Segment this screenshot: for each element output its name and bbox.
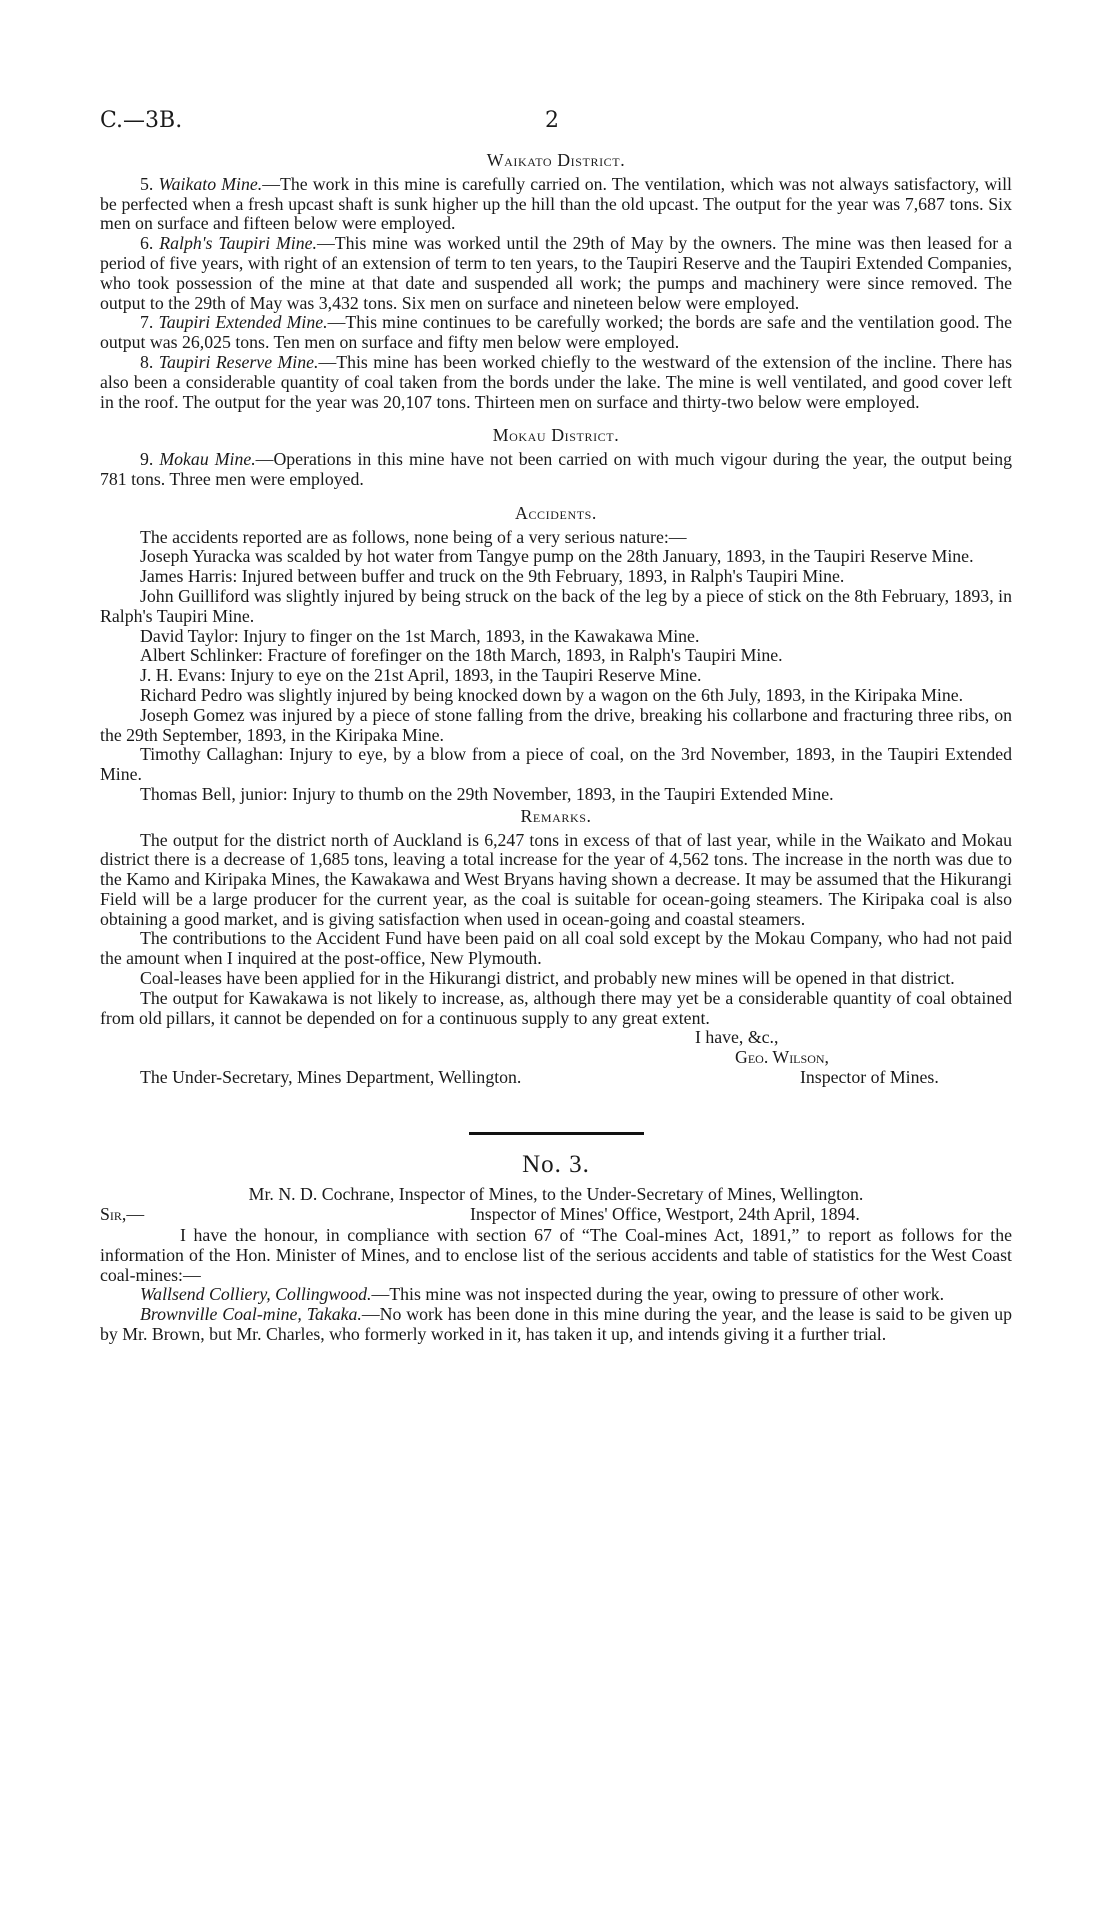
remarks-paragraph: The contributions to the Accident Fund have been paid on all coal sold except by the Mokau Company, who had not paid the amount when I inquired at the post-office, New Plymouth. — [100, 928, 1012, 969]
section-divider — [469, 1132, 644, 1135]
paragraph-text: —This mine continues to be carefully worked; the bords are safe and the ventilation good. The output was 26,025 tons. Ten men on surface and fifty men below were employed. — [100, 312, 1013, 353]
paragraph-taupiri-extended-mine — [100, 313, 1012, 353]
accident-item: Thomas Bell, junior: Injury to thumb on the 29th November, 1893, in the Taupiri Extended Mine. — [140, 783, 834, 804]
addressee: The Under-Secretary, Mines Department, Wellington. — [140, 1067, 522, 1088]
document-body — [100, 151, 1012, 1345]
accident-item: Joseph Yuracka was scalded by hot water from Tangye pump on the 28th January, 1893, in the Taupiri Reserve Mine. — [140, 546, 974, 567]
letter-intro: I have the honour, in compliance with section 67 of “The Coal-mines Act, 1891,” to report as follows for the information of the Hon. Minister of Mines, and to enclose list of the serious accidents and table of statistics for the West Coast coal-mines:— — [100, 1225, 1012, 1285]
section-heading-remarks: Remarks. — [520, 805, 592, 826]
paragraph-brownville-coal-mine — [100, 1305, 1012, 1345]
remarks-paragraph: The output for Kawakawa is not likely to increase, as, although there may yet be a considerable quantity of coal obtained from old pillars, it cannot be depended on for a continuous supply to any great extent. — [100, 987, 1012, 1028]
paragraph-taupiri-reserve-mine — [100, 353, 1012, 412]
paragraph-number: 9. — [140, 449, 160, 470]
paragraph-wallsend-colliery — [100, 1285, 1012, 1305]
paragraph-waikato-mine — [100, 175, 1012, 234]
accident-item: Richard Pedro was slightly injured by being knocked down by a wagon on the 6th July, 1893, in the Kiripaka Mine. — [140, 684, 964, 705]
document-reference: C.—3B. — [100, 108, 183, 133]
accident-item: Timothy Callaghan: Injury to eye, by a blow from a piece of coal, on the 3rd November, 1893, in the Taupiri Extended Mine. — [100, 744, 1012, 785]
accident-item: J. H. Evans: Injury to eye on the 21st April, 1893, in the Taupiri Reserve Mine. — [140, 665, 702, 686]
paragraph-number: 8. — [140, 351, 159, 372]
salutation-line — [100, 1205, 1012, 1226]
paragraph-mokau-mine — [100, 450, 1012, 490]
mine-name: Waikato Mine. — [158, 173, 263, 194]
accident-item: Joseph Gomez was injured by a piece of stone falling from the drive, breaking his collarbone and fracturing three ribs, on the 29th September, 1893, in the Kiripaka Mine. — [100, 704, 1012, 745]
mine-name: Mokau Mine. — [159, 449, 256, 470]
letter-number-heading: No. 3. — [522, 1151, 590, 1179]
accident-item: John Guilliford was slightly injured by being struck on the back of the leg by a piece of stick on the 8th February, 1893, in Ralph's Taupiri Mine. — [100, 585, 1012, 626]
signatory-name: Geo. Wilson, — [735, 1047, 829, 1068]
accident-item: David Taylor: Injury to finger on the 1st March, 1893, in the Kawakawa Mine. — [140, 625, 700, 646]
section-heading-waikato: Waikato District. — [486, 150, 626, 170]
mine-name: Wallsend Colliery, Collingwood. — [140, 1284, 372, 1305]
salutation: Sir,— — [100, 1204, 145, 1225]
remarks-paragraph: Coal-leases have been applied for in the Hikurangi district, and probably new mines will be opened in that district. — [140, 968, 955, 989]
paragraph-text: —The work in this mine is carefully carried on. The ventilation, which was not always satisfactory, will be perfected when a fresh upcast shaft is sunk higher up the hill than the old upcast. The output for the year was 7,687 tons. Six men on surface and fifteen below were employed. — [100, 173, 1012, 234]
paragraph-text: —This mine was worked until the 29th of May by the owners. The mine was then leased for a period of five years, with right of an extension of term to ten years, to the Taupiri Reserve and the Taupiri Extended Companies, who took possession of the mine at that date and suspended all work; the pumps and machinery were since removed. The output to the 29th of May was 3,432 tons. Six men on surface and nineteen below were employed. — [100, 233, 1013, 313]
signature-block — [100, 1028, 1012, 1092]
paragraph-text: —No work has been done in this mine during the year, and the lease is said to be given up by Mr. Brown, but Mr. Charles, who formerly worked in it, has taken it up, and intends giving it a further trial. — [100, 1304, 1012, 1345]
section-heading-accidents: Accidents. — [515, 502, 597, 523]
paragraph-number: 7. — [140, 312, 159, 333]
section-heading-mokau: Mokau District. — [492, 425, 620, 446]
paragraph-ralphs-taupiri-mine — [100, 234, 1012, 313]
mine-name: Taupiri Extended Mine. — [158, 312, 328, 333]
accident-intro: The accidents reported are as follows, none being of a very serious nature:— — [140, 526, 687, 547]
mine-name: Taupiri Reserve Mine. — [158, 351, 319, 372]
paragraph-number: 6. — [140, 233, 160, 254]
paragraph-text: —Operations in this mine have not been carried on with much vigour during the year, the output being 781 tons. Three men were employed. — [100, 449, 1012, 489]
page-number: 2 — [545, 108, 559, 133]
letter-from-line: Mr. N. D. Cochrane, Inspector of Mines, to the Under-Secretary of Mines, Wellington. — [248, 1184, 864, 1205]
remarks-paragraph: The output for the district north of Auckland is 6,247 tons in excess of that of last year, while in the Waikato and Mokau district there is a decrease of 1,685 tons, leaving a total increase for the year of 4,562 tons. The increase in the north was due to the Kamo and Kiripaka Mines, the Kawakawa and West Bryans having shown a decrease. It may be assumed that the Hikurangi Field will be a large producer for the current year, as the coal is suitable for ocean-going steamers. The Kiripaka coal is also obtaining a good market, and is giving satisfaction when used in ocean-going and coastal steamers. — [100, 829, 1012, 929]
office-dateline: Inspector of Mines' Office, Westport, 24th April, 1894. — [470, 1204, 860, 1225]
paragraph-text: —This mine has been worked chiefly to the westward of the extension of the incline. There has also been a considerable quantity of coal taken from the bords under the lake. The mine is well ventilated, and good cover left in the roof. The output for the year was 20,107 tons. Thirteen men on surface and thirty-two below were employed. — [100, 351, 1012, 412]
mine-name: Ralph's Taupiri Mine. — [159, 233, 317, 254]
document-page — [100, 0, 1012, 1911]
paragraph-number: 5. — [140, 173, 159, 194]
page-header — [100, 108, 1012, 138]
closing-phrase: I have, &c., — [695, 1027, 779, 1048]
accident-item: Albert Schlinker: Fracture of forefinger on the 18th March, 1893, in Ralph's Taupiri Mine. — [140, 645, 783, 666]
mine-name: Brownville Coal-mine, Takaka. — [140, 1304, 362, 1325]
paragraph-text: —This mine was not inspected during the year, owing to pressure of other work. — [371, 1284, 945, 1305]
signatory-title: Inspector of Mines. — [800, 1067, 939, 1088]
accident-item: James Harris: Injured between buffer and truck on the 9th February, 1893, in Ralph's Taupiri Mine. — [140, 566, 845, 587]
